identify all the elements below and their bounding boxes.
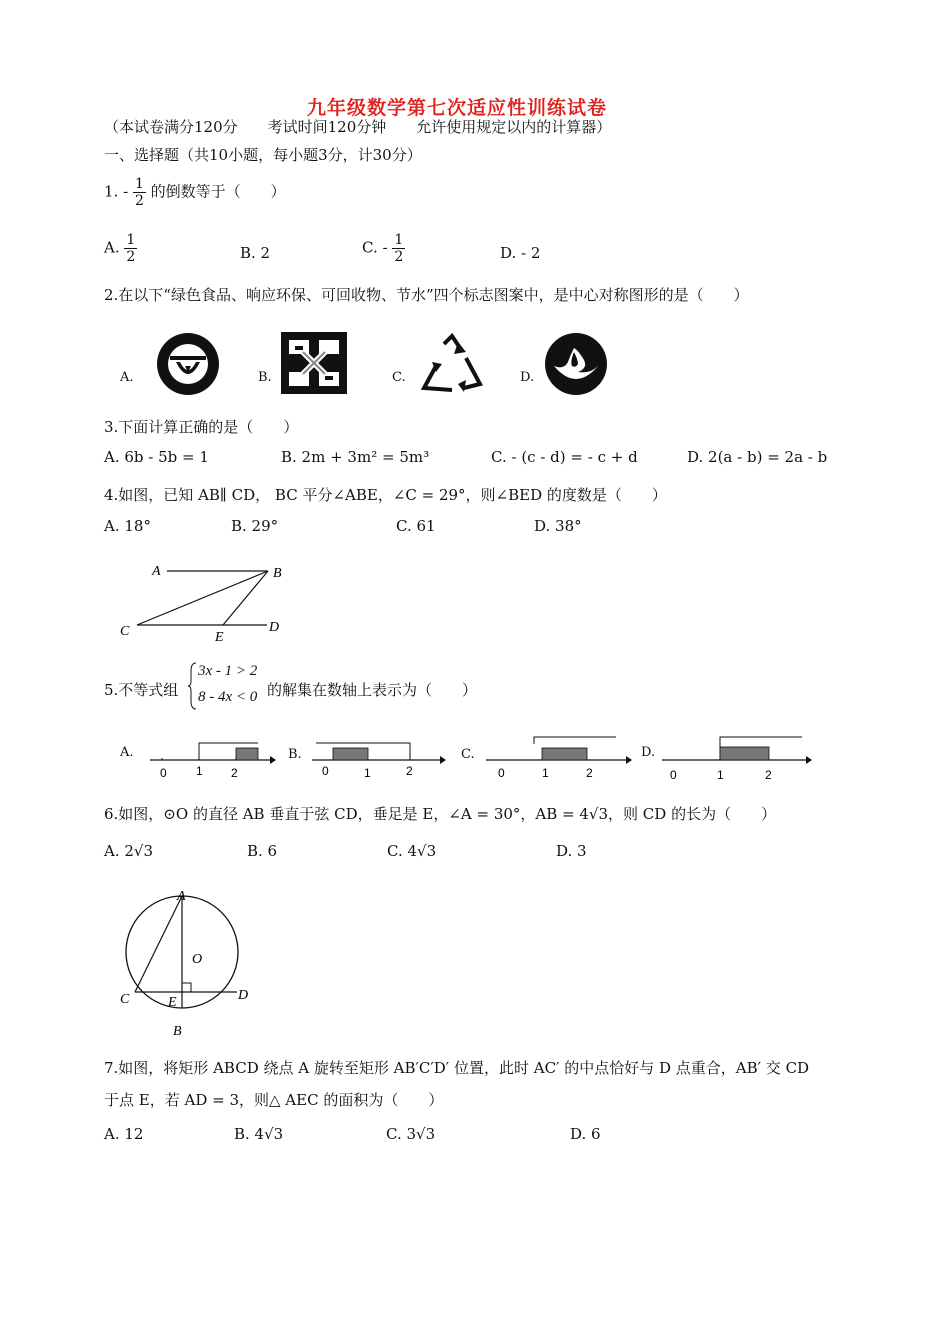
q5-stem: 的解集在数轴上表示为（ ） (267, 681, 478, 699)
q1-opt-c-den: 2 (394, 249, 404, 265)
section-heading: 一、选择题（共10小题，每小题3分，计30分） (104, 146, 422, 164)
q5-label-a: A. (120, 745, 134, 760)
number-line-a (150, 738, 276, 780)
page-title: 九年级数学第七次适应性训练试卷 (307, 97, 608, 119)
q4-label-e: E (215, 630, 224, 645)
number-line-b-tick-2: 2 (406, 764, 413, 778)
q4-label-d: D (269, 620, 280, 635)
number-line-d-tick-0: 0 (670, 768, 677, 782)
q5-label-c: C. (461, 747, 475, 762)
green-food-logo-icon (156, 332, 220, 396)
q1-fraction (133, 176, 146, 209)
q2-label-b: B. (258, 370, 272, 385)
number-line-d-tick-2: 2 (765, 768, 772, 782)
q4-option-d: D. 38° (534, 517, 582, 535)
number-line-c-tick-2: 2 (586, 766, 593, 780)
environmental-logo-icon (281, 332, 347, 394)
number-line-d-tick-1: 1 (717, 768, 724, 782)
number-line-c-tick-0: 0 (498, 766, 505, 780)
q2-label-a: A. (120, 370, 134, 385)
q4-label-b: B (273, 566, 282, 581)
number-line-a-tick-2: 2 (231, 766, 238, 780)
q1-opt-c-fraction (392, 232, 405, 265)
q2-label-c: C. (392, 370, 406, 385)
q1-stem: 的倒数等于（ ） (150, 182, 286, 201)
q5-brace (188, 661, 198, 711)
q1-frac-num: 1 (134, 176, 144, 192)
q1-frac-den: 2 (134, 193, 144, 209)
number-line-d (662, 734, 814, 782)
q4-label-c: C (120, 624, 130, 639)
question-1 (104, 176, 286, 209)
q6-label-d: D (238, 988, 249, 1003)
q7-option-c: C. 3√3 (386, 1125, 436, 1143)
question-5-prefix: 5.不等式组 (104, 681, 179, 699)
q3-option-c: C. - (c - d) = - c + d (491, 448, 638, 466)
q3-option-a: A. 6b - 5b = 1 (104, 448, 209, 466)
q1-opt-a-label: A. (104, 238, 120, 257)
q6-label-a: A (177, 889, 186, 904)
question-2: 2.在以下“绿色食品、响应环保、可回收物、节水”四个标志图案中，是中心对称图形的是（ ） (104, 286, 749, 304)
q6-label-o: O (192, 952, 203, 967)
number-line-c-tick-1: 1 (542, 766, 549, 780)
question-7-line-1: 7.如图，将矩形 ABCD 绕点 A 旋转至矩形 AB′C′D′ 位置，此时 AC′ 的中点恰好与 D 点重合，AB′ 交 CD (104, 1059, 810, 1077)
q6-circle-figure (115, 885, 260, 1040)
q6-option-c: C. 4√3 (387, 842, 437, 860)
q5-inequality-1: 3x - 1 > 2 (198, 663, 258, 679)
q7-option-b: B. 4√3 (234, 1125, 284, 1143)
q1-opt-c-num: 1 (394, 232, 404, 248)
q1-option-b: B. 2 (240, 244, 271, 262)
q6-option-d: D. 3 (556, 842, 587, 860)
q3-option-b: B. 2m + 3m² = 5m³ (281, 448, 430, 466)
q4-option-c: C. 61 (396, 517, 436, 535)
q5-inequality-2: 8 - 4x < 0 (198, 689, 258, 705)
number-line-c (486, 734, 634, 780)
q1-option-a (104, 232, 137, 265)
q1-number: 1. (104, 182, 119, 201)
q6-option-b: B. 6 (247, 842, 278, 860)
number-line-a-tick-0: 0 (160, 766, 167, 780)
q4-option-a: A. 18° (104, 517, 151, 535)
question-3: 3.下面计算正确的是（ ） (104, 418, 299, 436)
q1-opt-c-label: C. - (362, 238, 388, 257)
q1-option-c (362, 232, 405, 265)
question-6: 6.如图，⊙O 的直径 AB 垂直于弦 CD，垂足是 E，∠A = 30°，AB = 4√3，则 CD 的长为（ ） (104, 805, 777, 823)
recycle-logo-icon (418, 334, 486, 394)
q1-opt-a-fraction (124, 232, 137, 265)
number-line-b-tick-1: 1 (364, 766, 371, 780)
q1-opt-a-num: 1 (126, 232, 136, 248)
q7-option-d: D. 6 (570, 1125, 601, 1143)
q3-option-d: D. 2(a - b) = 2a - b (687, 448, 828, 466)
q2-label-d: D. (520, 370, 535, 385)
q6-option-a: A. 2√3 (104, 842, 154, 860)
q6-label-e: E (168, 995, 177, 1010)
q6-label-c: C (120, 992, 130, 1007)
q1-sign: - (123, 182, 129, 201)
q7-option-a: A. 12 (104, 1125, 144, 1143)
number-line-b (312, 738, 448, 780)
q4-label-a: A (152, 564, 161, 579)
q5-label-d: D. (641, 745, 656, 760)
question-7-line-2: 于点 E，若 AD = 3，则△ AEC 的面积为（ ） (104, 1091, 444, 1109)
question-4: 4.如图，已知 AB∥ CD， BC 平分∠ABE，∠C = 29°，则∠BED 的度数是（ ） (104, 486, 667, 504)
q4-option-b: B. 29° (231, 517, 279, 535)
q1-option-d: D. - 2 (500, 244, 541, 262)
number-line-a-tick-1: 1 (196, 764, 203, 778)
q4-figure (115, 560, 295, 650)
q5-label-b: B. (288, 747, 302, 762)
number-line-b-tick-0: 0 (322, 764, 329, 778)
water-saving-logo-icon (544, 332, 608, 396)
exam-info: （本试卷满分120分 考试时间120分钟 允许使用规定以内的计算器） (104, 118, 612, 136)
q6-label-b: B (173, 1024, 182, 1039)
q1-opt-a-den: 2 (126, 249, 136, 265)
